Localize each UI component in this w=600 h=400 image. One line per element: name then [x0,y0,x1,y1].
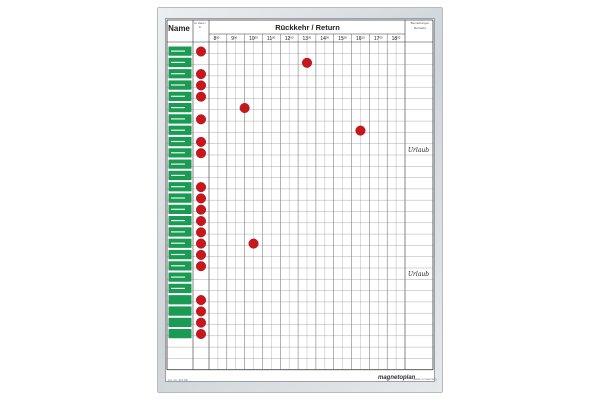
name-tag-scribble [171,84,185,85]
in-house-magnet[interactable] [196,307,206,317]
in-house-magnet[interactable] [196,250,206,260]
hour-label: $15^{00}$ [338,35,347,42]
name-tag-scribble [171,197,185,198]
name-tag-scribble [171,107,185,108]
name-tag-scribble [171,288,185,289]
return-magnet[interactable] [240,103,250,113]
hour-label: $16^{00}$ [356,35,365,42]
return-magnet[interactable] [249,239,259,249]
return-magnet[interactable] [302,58,312,68]
in-house-magnet[interactable] [196,47,206,57]
hour-label: $12^{00}$ [284,35,294,42]
name-tag-scribble [171,277,185,278]
name-tag[interactable] [169,329,192,338]
name-tag-scribble [171,265,185,266]
brand-tagline: made in Germany [413,377,437,381]
in-house-magnet[interactable] [196,194,206,204]
in-house-magnet[interactable] [196,92,206,102]
in-house-magnet[interactable] [196,182,206,192]
in-house-magnet[interactable] [196,329,206,339]
name-tag-scribble [171,186,185,187]
name-tag-scribble [171,164,185,165]
in-house-magnet[interactable] [196,295,206,305]
hour-label: $11^{00}$ [266,35,276,42]
article-number: Art.-Nr. 372 88 [168,378,188,382]
name-tag-scribble [171,152,185,153]
name-tag[interactable] [169,306,192,315]
name-tag-scribble [171,254,185,255]
name-tag-scribble [171,73,185,74]
name-tag[interactable] [169,318,192,327]
name-tag-scribble [171,96,185,97]
in-house-magnet[interactable] [196,69,206,79]
name-tag-scribble [171,175,185,176]
brand-logo: magnetoplan [378,375,416,381]
hour-label: $17^{00}$ [373,35,383,42]
remarks-column-header: Bemerkungen Remarks [410,21,430,30]
name-tag-scribble [171,62,185,63]
in-house-magnet[interactable] [196,148,206,158]
hour-label: $18^{00}$ [391,35,401,42]
return-column-header: Rückkehr / Return [275,23,340,32]
hour-label: $10^{00}$ [249,35,258,42]
hour-label: $8^{00}$ [213,35,220,42]
planner-grid [165,18,435,382]
remark-entry: Urlaub [408,146,430,154]
return-magnet[interactable] [356,126,366,136]
name-tag-scribble [171,51,185,52]
in-house-magnet[interactable] [196,205,206,215]
name-tag-scribble [171,209,185,210]
hour-label: $14^{00}$ [320,35,330,42]
in-house-magnet[interactable] [196,216,206,226]
name-tag-scribble [171,220,185,221]
remark-entry: Urlaub [408,271,430,278]
name-tag-scribble [171,130,185,131]
name-tag[interactable] [169,295,192,304]
name-column-header: Name [168,24,190,33]
name-tag-scribble [171,243,185,244]
name-tag-scribble [171,141,185,142]
in-house-magnet[interactable] [196,115,206,125]
in-house-magnet[interactable] [196,228,206,238]
in-house-magnet[interactable] [196,137,206,147]
in-house-magnet[interactable] [196,261,206,271]
in-house-column-header: Im Haus / In [194,21,206,29]
hour-label: $9^{00}$ [231,35,238,42]
name-tag-scribble [171,118,185,119]
hour-label: $13^{00}$ [302,35,312,42]
in-house-magnet[interactable] [196,81,206,91]
name-tag-scribble [171,231,185,232]
in-house-magnet[interactable] [196,239,206,249]
in-house-magnet[interactable] [196,318,206,328]
